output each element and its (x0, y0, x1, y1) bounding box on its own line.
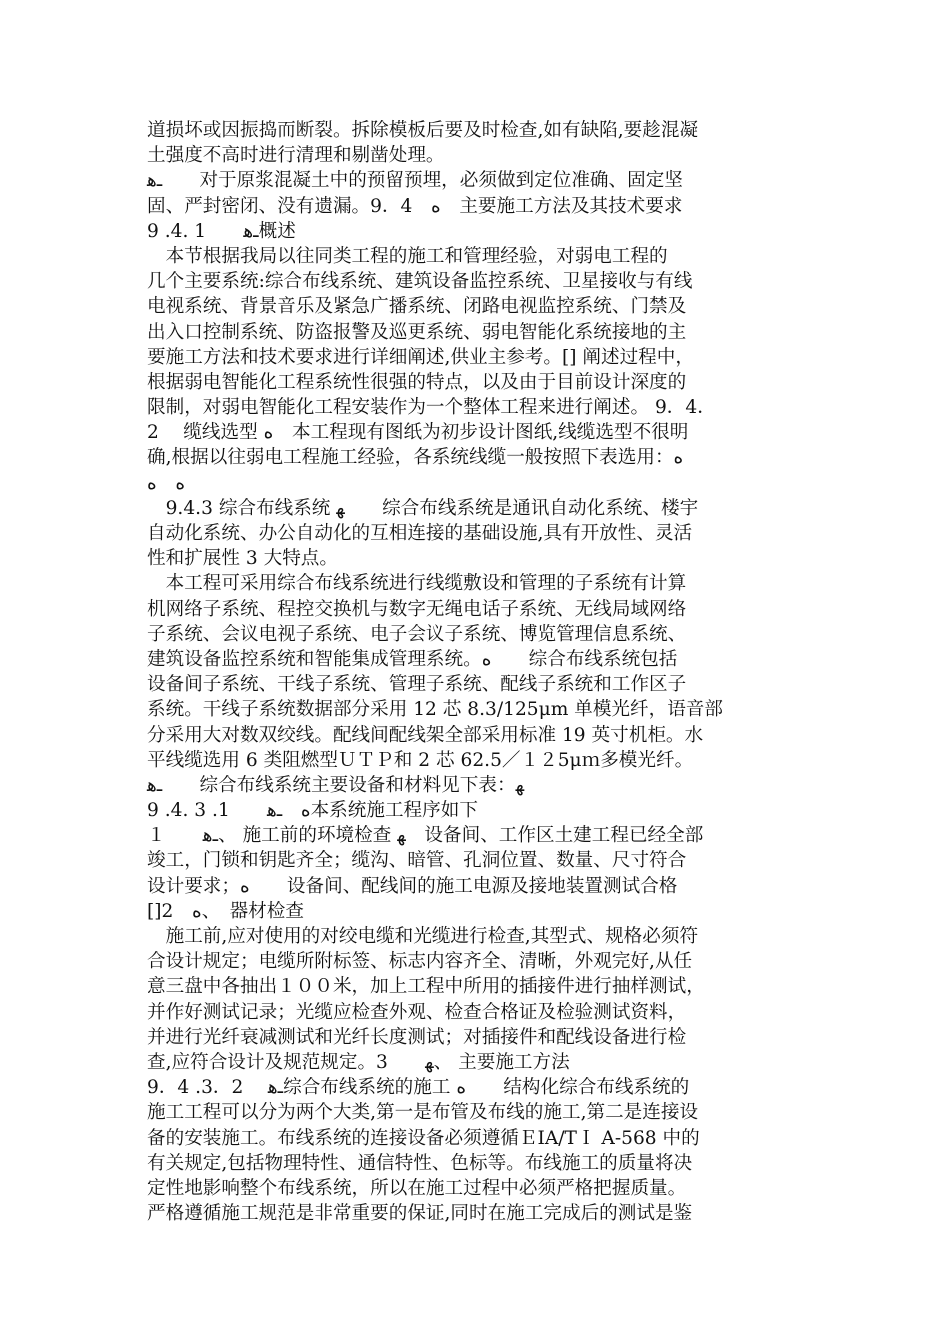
text-line: 设计要求；ﻩ 设备间、配线间的施工电源及接地装置测试合格 (147, 875, 678, 897)
text-line: 几个主要系统:综合布线系统、建筑设备监控系统、卫星接收与有线 (147, 271, 693, 293)
text-line: 2 缆线选型 ﻩ 本工程现有图纸为初步设计图纸,线缆选型不很明 (147, 422, 689, 444)
text-line: 合设计规定；电缆所附标签、标志内容齐全、清晰，外观完好,从任 (147, 951, 693, 973)
text-line: 机网络子系统、程控交换机与数字无绳电话子系统、无线局域网络 (147, 598, 687, 620)
text-line: 施工工程可以分为两个大类,第一是布管及布线的施工,第二是连接设 (147, 1102, 699, 1124)
text-line: 子系统、会议电视子系统、电子会议子系统、博览管理信息系统、 (147, 623, 687, 645)
text-line: []2 ﻩ、 器材检查 (147, 900, 304, 922)
text-line: 并作好测试记录；光缆应检查外观、检查合格证及检验测试资料， (147, 1001, 687, 1023)
text-line: １ ـﻫ、 施工前的环境检查 ﻬ 设备间、工作区土建工程已经全部 (147, 825, 704, 847)
text-line: 定性地影响整个布线系统，所以在施工过程中必须严格把握质量。 (147, 1177, 687, 1199)
text-line: 9 .4. 3 .1 ﻩ ـﻫ本系统施工程序如下 (147, 800, 478, 822)
text-line: 施工前,应对使用的对绞电缆和光缆进行检查,其型式、规格必须符 (147, 926, 699, 947)
text-line: 根据弱电智能化工程系统性很强的特点，以及由于目前设计深度的 (147, 371, 687, 393)
text-line: 出入口控制系统、防盗报警及巡更系统、弱电智能化系统接地的主 (147, 321, 687, 343)
text-line: 分采用大对数双绞线。配线间配线架全部采用标准 19 英寸机柜。水 (147, 724, 704, 746)
text-line: 9 .4. 1 ـﻫ概述 (147, 220, 296, 242)
text-line: 本工程可采用综合布线系统进行线缆敷设和管理的子系统有计算 (147, 573, 687, 595)
text-line: 设备间子系统、干线子系统、管理子系统、配线子系统和工作区子 (147, 674, 687, 696)
text-line: 备的安装施工。布线系统的连接设备必须遵循ＥIA/TＩ A-568 中的 (147, 1127, 700, 1149)
text-line: 查,应符合设计及规范规定。3 ﻬ、 主要施工方法 (147, 1051, 570, 1073)
text-line: ﻩ ﻩ (147, 472, 186, 494)
text-line: 意三盘中各抽出１００米，加上工程中所用的插接件进行抽样测试， (147, 976, 705, 998)
text-line: 并进行光纤衰减测试和光纤长度测试；对插接件和配线设备进行检 (147, 1026, 687, 1048)
text-line: 自动化系统、办公自动化的互相连接的基础设施,具有开放性、灵活 (147, 523, 693, 544)
text-line: 建筑设备监控系统和智能集成管理系统。ﻩ 综合布线系统包括 (147, 648, 678, 670)
text-line: 限制，对弱电智能化工程安装作为一个整体工程来进行阐述。 9．4． (147, 397, 716, 419)
text-line: ـﻫ 综合布线系统主要设备和材料见下表：ﻬ (147, 774, 525, 796)
text-line: 土强度不高时进行清理和剔凿处理。 (147, 145, 445, 167)
text-line: ـﻫ 对于原浆混凝土中的预留预埋，必须做到定位准确、固定坚 (147, 170, 683, 192)
text-line: 要施工方法和技术要求进行详细阐述,供业主参考。[] 阐述过程中， (147, 346, 694, 368)
text-line: 有关规定,包括物理特性、通信特性、色标等。布线施工的质量将决 (147, 1152, 693, 1174)
text-line: 电视系统、背景音乐及紧急广播系统、闭路电视监控系统、门禁及 (147, 296, 687, 318)
text-line: 9．4 .3．2 ـﻫ综合布线系统的施工 ﻩ 结构化综合布线系统的 (147, 1077, 690, 1099)
text-line: 竣工，门锁和钥匙齐全；缆沟、暗管、孔洞位置、数量、尺寸符合 (147, 850, 687, 872)
text-line: 性和扩展性 3 大特点。 (147, 548, 338, 570)
text-line: 系统。干线子系统数据部分采用 12 芯 8.3/125μm 单模光纤，语音部 (147, 699, 723, 721)
text-line: 道损坏或因振捣而断裂。拆除模板后要及时检查,如有缺陷,要趁混凝 (147, 120, 699, 141)
text-line: 固、严封密闭、没有遗漏。9．4 ﻩ 主要施工方法及其技术要求 (147, 195, 683, 217)
text-line: 平线缆选用 6 类阻燃型ＵＴＰ和 2 芯 62.5／１２5μｍ多模光纤。 (147, 749, 694, 771)
text-line: 严格遵循施工规范是非常重要的保证,同时在施工完成后的测试是鉴 (147, 1203, 693, 1225)
text-line: 本节根据我局以往同类工程的施工和管理经验，对弱电工程的 (147, 245, 668, 267)
document-body (147, 118, 827, 1226)
text-line: 9.4.3 综合布线系统 ﻬ 综合布线系统是通讯自动化系统、楼宇 (147, 497, 699, 519)
text-line: 确,根据以往弱电工程施工经验，各系统线缆一般按照下表选用：ﻩ (147, 447, 684, 469)
